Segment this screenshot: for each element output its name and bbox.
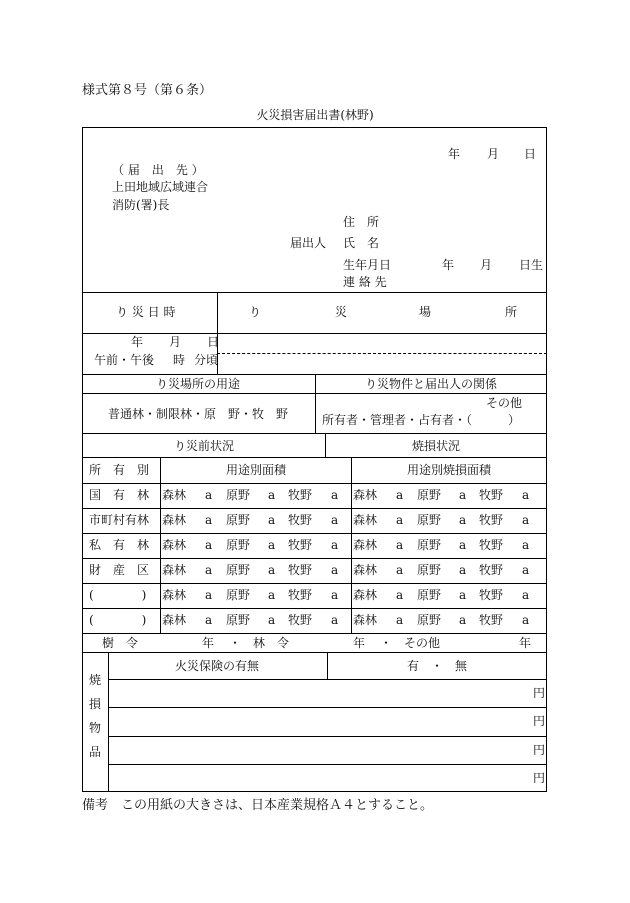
area-field-label: 原野 (226, 613, 251, 627)
other-age-year: 年 (519, 636, 532, 650)
burn-area-field-label: 原野 (417, 488, 442, 502)
recipient-line2: 消防(署)長 (112, 198, 170, 212)
burn-area-pasture-unit: a (522, 613, 530, 627)
rule-item-4 (108, 764, 547, 765)
item-yen-3: 円 (532, 743, 545, 757)
area-forest-unit: a (205, 538, 213, 552)
rule-usage-header (82, 393, 547, 394)
area-forest-unit: a (205, 513, 213, 527)
area-pasture-unit: a (331, 613, 339, 627)
item-yen-4: 円 (532, 771, 545, 785)
area-pasture-label: 牧野 (288, 538, 313, 552)
form-frame (82, 127, 547, 792)
burn-area-field-unit: a (459, 563, 467, 577)
address-label: 住 所 (343, 215, 380, 229)
area-forest-unit: a (205, 563, 213, 577)
burn-area-field-unit: a (459, 588, 467, 602)
relation-other: その他 (486, 396, 523, 410)
birth-month: 月 (480, 258, 493, 272)
usage-header: り災場所の用途 (155, 377, 241, 391)
disaster-day: 日 (207, 335, 220, 349)
burn-area-forest-label: 森林 (353, 563, 378, 577)
area-field-label: 原野 (226, 488, 251, 502)
rule-row-2 (82, 508, 547, 509)
row-label-private: 私 有 林 (89, 538, 150, 552)
burn-area-pasture-label: 牧野 (479, 513, 504, 527)
burn-area-pasture-label: 牧野 (479, 488, 504, 502)
rule-item-3 (108, 736, 547, 737)
place-header-char-1: り (248, 305, 262, 319)
rule-age-top (82, 633, 547, 634)
area-pasture-unit: a (331, 588, 339, 602)
date-year: 年 (448, 147, 461, 161)
relation-value: 所有者・管理者・占有者・（ ） (322, 413, 521, 427)
birth-year: 年 (442, 258, 455, 272)
burn-area-forest-label: 森林 (353, 538, 378, 552)
disaster-year: 年 (131, 335, 144, 349)
insurance-label: 火災保険の有無 (174, 659, 260, 673)
rule-row-6 (82, 608, 547, 609)
forest-age-label: ・ 林 令 (229, 636, 290, 650)
area-forest-label: 森林 (162, 538, 187, 552)
burn-area-pasture-label: 牧野 (479, 563, 504, 577)
area-field-label: 原野 (226, 563, 251, 577)
place-header-char-2: 災 (334, 305, 348, 319)
row-label-municipal: 市町村有林 (89, 513, 150, 527)
item-yen-2: 円 (532, 714, 545, 728)
area-field-unit: a (268, 563, 276, 577)
burn-area-forest-label: 森林 (353, 513, 378, 527)
burned-side-char-1: 焼 (88, 673, 102, 687)
rule-row-5 (82, 583, 547, 584)
date-day: 日 (524, 147, 537, 161)
area-field-label: 原野 (226, 513, 251, 527)
area-forest-label: 森林 (162, 563, 187, 577)
place-header-char-3: 場 (418, 305, 432, 319)
burn-area-pasture-label: 牧野 (479, 613, 504, 627)
rule-row-1 (82, 483, 547, 484)
area-pasture-unit: a (331, 513, 339, 527)
area-pasture-unit: a (331, 538, 339, 552)
recipient-line1: 上田地域広域連合 (112, 180, 209, 194)
rule-place-dashed (217, 353, 547, 354)
place-header-char-4: 所 (504, 305, 518, 319)
area-field-unit: a (268, 588, 276, 602)
birth-label: 生年月日 (343, 258, 392, 272)
rule-status-divider (325, 433, 326, 457)
rule-insurance-divider (327, 652, 328, 679)
area-forest-label: 森林 (162, 588, 187, 602)
burned-side-char-4: 品 (88, 745, 102, 759)
disaster-hour: 時 (173, 353, 186, 367)
area-pasture-label: 牧野 (288, 513, 313, 527)
rule-usage-divider (315, 374, 316, 433)
form-number: 様式第８号（第６条） (82, 83, 213, 98)
other-age-label: ・ その他 (380, 636, 441, 650)
usage-value: 普通林・制限林・原 野・牧 野 (107, 407, 289, 421)
area-forest-unit: a (205, 588, 213, 602)
burn-area-pasture-label: 牧野 (479, 588, 504, 602)
burn-area-field-unit: a (459, 538, 467, 552)
insurance-value: 有 ・ 無 (406, 659, 468, 673)
burn-area-field-unit: a (459, 488, 467, 502)
tree-age-label: 樹 令 (102, 636, 139, 650)
burn-area-field-label: 原野 (417, 613, 442, 627)
burn-area-field-unit: a (459, 613, 467, 627)
area-pasture-label: 牧野 (288, 613, 313, 627)
area-forest-label: 森林 (162, 613, 187, 627)
rule-burned-side (108, 652, 109, 792)
col-burn-area-header: 用途別焼損面積 (406, 463, 492, 477)
burn-area-pasture-label: 牧野 (479, 538, 504, 552)
burn-area-forest-unit: a (396, 538, 404, 552)
area-pasture-unit: a (331, 563, 339, 577)
applicant-label: 届出人 (290, 236, 327, 250)
footnote: 備考 この用紙の大きさは、日本産業規格Ａ４とすること。 (82, 798, 434, 813)
burn-area-forest-label: 森林 (353, 488, 378, 502)
relation-header: り災物件と届出人の関係 (364, 377, 498, 391)
disaster-ampm: 午前・午後 (94, 353, 155, 367)
burn-area-pasture-unit: a (522, 588, 530, 602)
area-field-unit: a (268, 488, 276, 502)
burn-area-forest-unit: a (396, 488, 404, 502)
birth-day: 日生 (519, 258, 544, 272)
name-label: 氏 名 (343, 236, 380, 250)
rule-header-bottom (82, 292, 547, 293)
forest-age-year: 年 (353, 636, 366, 650)
row-label-other-1: ( ) (89, 588, 147, 602)
burn-area-pasture-unit: a (522, 488, 530, 502)
burn-area-pasture-unit: a (522, 563, 530, 577)
disaster-month: 月 (169, 335, 182, 349)
rule-status-header (82, 457, 547, 458)
burn-area-forest-label: 森林 (353, 613, 378, 627)
burn-area-forest-unit: a (396, 588, 404, 602)
item-yen-1: 円 (532, 686, 545, 700)
before-status-header: り災前状況 (173, 439, 235, 453)
area-pasture-label: 牧野 (288, 488, 313, 502)
burn-area-field-unit: a (459, 513, 467, 527)
burn-area-forest-unit: a (396, 613, 404, 627)
area-forest-label: 森林 (162, 488, 187, 502)
area-forest-label: 森林 (162, 513, 187, 527)
date-month: 月 (487, 147, 500, 161)
col-owner-header: 所 有 別 (89, 463, 150, 477)
form-title: 火災損害届出書(林野) (256, 108, 374, 122)
burn-area-field-label: 原野 (417, 563, 442, 577)
rule-row-4 (82, 558, 547, 559)
burn-area-pasture-unit: a (522, 513, 530, 527)
burn-area-field-label: 原野 (417, 538, 442, 552)
burn-area-forest-unit: a (396, 513, 404, 527)
area-pasture-label: 牧野 (288, 563, 313, 577)
row-label-property: 財 産 区 (89, 563, 150, 577)
rule-row-3 (82, 533, 547, 534)
rule-burned-top (82, 652, 547, 653)
contact-label: 連 絡 先 (343, 275, 387, 289)
area-pasture-label: 牧野 (288, 588, 313, 602)
rule-status-top (82, 433, 547, 434)
disaster-date-header: り 災 日 時 (116, 305, 176, 319)
col-area-header: 用途別面積 (225, 463, 287, 477)
row-label-national: 国 有 林 (89, 488, 150, 502)
area-field-label: 原野 (226, 588, 251, 602)
rule-item-1 (108, 679, 547, 680)
area-field-label: 原野 (226, 538, 251, 552)
tree-age-year: 年 (202, 636, 215, 650)
area-field-unit: a (268, 613, 276, 627)
burn-area-field-label: 原野 (417, 513, 442, 527)
row-label-other-2: ( ) (89, 613, 147, 627)
area-field-unit: a (268, 538, 276, 552)
area-pasture-unit: a (331, 488, 339, 502)
area-field-unit: a (268, 513, 276, 527)
rule-disaster-header (82, 333, 547, 334)
recipient-label: （ 届 出 先 ） (112, 163, 204, 177)
rule-item-2 (108, 707, 547, 708)
burn-status-header: 焼損状況 (411, 439, 461, 453)
burned-side-char-3: 物 (88, 721, 102, 735)
burn-area-forest-label: 森林 (353, 588, 378, 602)
disaster-minute: 分頃 (194, 353, 219, 367)
burn-area-pasture-unit: a (522, 538, 530, 552)
burned-side-char-2: 損 (88, 697, 102, 711)
burn-area-field-label: 原野 (417, 588, 442, 602)
area-forest-unit: a (205, 613, 213, 627)
area-forest-unit: a (205, 488, 213, 502)
burn-area-forest-unit: a (396, 563, 404, 577)
